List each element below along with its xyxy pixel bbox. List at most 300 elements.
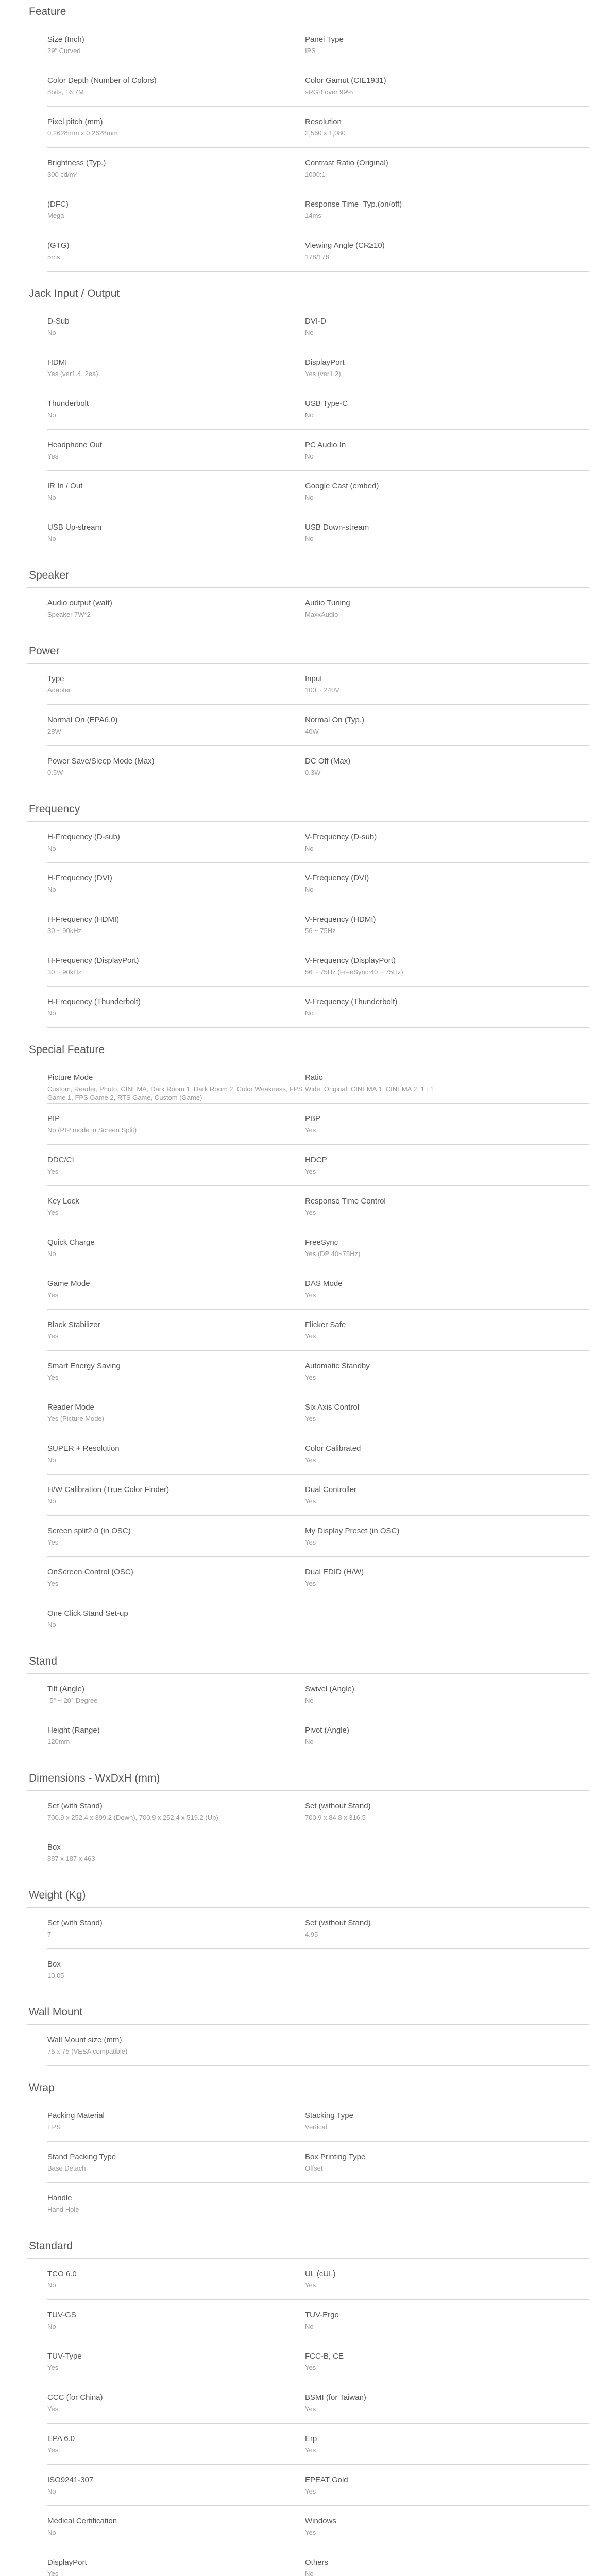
spec-value: No <box>305 1009 314 1017</box>
spec-item-h-frequency-hdmi <box>47 904 305 945</box>
spec-label: Dual EDID (H/W) <box>305 1568 364 1577</box>
spec-row <box>47 2259 589 2300</box>
spec-item-ul-cul <box>305 2259 589 2299</box>
spec-item-medical-certification <box>47 2506 305 2547</box>
spec-value: Wide, Original, CINEMA 1, CINEMA 2, 1 : 1 <box>305 1085 434 1093</box>
spec-item-hdcp <box>305 1145 589 1185</box>
spec-row <box>47 1227 589 1268</box>
spec-value: 40W <box>305 727 319 735</box>
spec-item-ddc-ci <box>47 1145 305 1185</box>
spec-value: Yes <box>305 1291 316 1299</box>
spec-item-erp <box>305 2424 589 2464</box>
spec-item-windows <box>305 2506 589 2547</box>
spec-row <box>47 1598 589 1639</box>
spec-label: V-Frequency (DVI) <box>305 874 369 883</box>
spec-item-thunderbolt <box>47 388 305 429</box>
spec-value: Yes <box>47 1374 59 1381</box>
spec-label: Box <box>47 1843 61 1852</box>
section-wrap <box>27 2076 589 2224</box>
section-spacer <box>0 1873 612 1884</box>
spec-item-type <box>47 664 305 704</box>
spec-item-color-depth-number-of-colors <box>47 65 305 106</box>
section-stand <box>27 1650 589 1756</box>
spec-value: Mega <box>47 212 64 219</box>
spec-item-stacking-type <box>305 2100 589 2141</box>
spec-label: DAS Mode <box>305 1279 343 1288</box>
spec-item-freesync <box>305 1227 589 1268</box>
spec-item-super-resolution <box>47 1433 305 1474</box>
spec-item-size-inch <box>47 24 305 65</box>
spec-label: TCO 6.0 <box>47 2269 77 2278</box>
spec-rows <box>27 1062 589 1639</box>
section-spacer <box>0 629 612 639</box>
spec-row <box>47 2142 589 2183</box>
spec-value: No <box>305 2323 314 2330</box>
spec-rows <box>27 306 589 553</box>
spec-label: D-Sub <box>47 317 70 326</box>
spec-value: 4.95 <box>305 1930 318 1938</box>
spec-item-ir-in-out <box>47 471 305 512</box>
spec-label: Ratio <box>305 1073 324 1082</box>
spec-label: Headphone Out <box>47 440 102 449</box>
spec-label: EPEAT Gold <box>305 2476 348 2484</box>
spec-item-screen-split2-0-in-osc <box>47 1516 305 1556</box>
spec-value: 0.5W <box>47 769 63 776</box>
spec-item-ccc-for-china <box>47 2382 305 2423</box>
spec-item-d-sub <box>47 306 305 347</box>
section-weight-kg <box>27 1884 589 1990</box>
spec-label: Type <box>47 674 64 683</box>
spec-item-reader-mode <box>47 1392 305 1433</box>
spec-item-black-stabilizer <box>47 1310 305 1350</box>
spec-value: No <box>47 2323 56 2330</box>
spec-item-usb-down-stream <box>305 512 589 553</box>
spec-label: Set (without Stand) <box>305 1919 371 1927</box>
spec-label: (GTG) <box>47 241 70 250</box>
spec-row <box>47 2100 589 2142</box>
section-spacer <box>0 1756 612 1767</box>
spec-row <box>47 306 589 347</box>
spec-value: 700.9 x 252.4 x 399.2 (Down), 700.9 x 252.4 x 519.2 (Up) <box>47 1814 218 1821</box>
spec-item-displayport <box>305 347 589 388</box>
spec-value: Yes (DP 40~75Hz) <box>305 1250 361 1258</box>
spec-item-v-frequency-dvi <box>305 863 589 904</box>
spec-label: PIP <box>47 1114 60 1123</box>
section-title: Speaker <box>27 564 589 588</box>
spec-value: 178/178 <box>305 253 329 261</box>
spec-item-das-mode <box>305 1268 589 1309</box>
spec-item-packing-material <box>47 2100 305 2141</box>
spec-rows <box>27 2025 589 2066</box>
spec-item-brightness-typ <box>47 148 305 189</box>
spec-label: V-Frequency (HDMI) <box>305 915 376 924</box>
spec-value: Yes <box>305 2281 316 2289</box>
spec-rows <box>27 822 589 1028</box>
spec-value: 887 x 187 x 463 <box>47 1855 95 1862</box>
spec-row <box>47 24 589 65</box>
spec-row <box>47 2547 589 2576</box>
spec-label: H-Frequency (DisplayPort) <box>47 956 139 965</box>
spec-row <box>47 2506 589 2547</box>
spec-value: No <box>47 1621 56 1629</box>
spec-value: 56 ~ 75Hz (FreeSync:40 ~ 75Hz) <box>305 968 403 976</box>
spec-row <box>47 65 589 107</box>
spec-value: 10.05 <box>47 1972 64 1979</box>
spec-item-epa-6-0 <box>47 2424 305 2464</box>
spec-value: No <box>47 329 56 336</box>
spec-value: No <box>47 886 56 893</box>
spec-item-h-frequency-displayport <box>47 945 305 986</box>
spec-item-color-calibrated <box>305 1433 589 1474</box>
spec-label: Screen split2.0 (in OSC) <box>47 1527 131 1535</box>
section-spacer <box>0 2224 612 2234</box>
spec-value: sRGB over 99% <box>305 88 353 96</box>
spec-row <box>47 1433 589 1475</box>
spec-item-v-frequency-thunderbolt <box>305 987 589 1027</box>
spec-item-others <box>305 2547 589 2576</box>
spec-item-usb-up-stream <box>47 512 305 553</box>
spec-value: IPS <box>305 47 316 55</box>
section-title: Wall Mount <box>27 2001 589 2025</box>
spec-value: MaxxAudio <box>305 611 338 618</box>
section-special-feature <box>27 1038 589 1639</box>
spec-value: Yes <box>47 1291 59 1299</box>
spec-value: Yes <box>305 1538 316 1546</box>
spec-label: FreeSync <box>305 1238 338 1247</box>
spec-item-panel-type <box>305 24 589 65</box>
spec-value: No <box>47 2487 56 2495</box>
spec-label: Handle <box>47 2194 72 2202</box>
spec-item-iso9241-307 <box>47 2465 305 2505</box>
spec-label: TUV-Ergo <box>305 2311 339 2319</box>
spec-label: USB Up-stream <box>47 523 102 532</box>
spec-item-h-frequency-thunderbolt <box>47 987 305 1027</box>
section-wall-mount <box>27 2001 589 2066</box>
spec-label: Panel Type <box>305 35 344 44</box>
spec-item-set-with-stand <box>47 1908 305 1948</box>
spec-item-normal-on-typ <box>305 705 589 745</box>
spec-item-tuv-ergo <box>305 2300 589 2341</box>
spec-label: Swivel (Angle) <box>305 1685 354 1693</box>
spec-label: Stacking Type <box>305 2111 353 2120</box>
spec-row <box>47 1715 589 1756</box>
spec-label: DVI-D <box>305 317 326 326</box>
spec-item-v-frequency-hdmi <box>305 904 589 945</box>
spec-value: 30 ~ 90kHz <box>47 927 82 935</box>
spec-label: Game Mode <box>47 1279 90 1288</box>
spec-value: Vertical <box>305 2123 327 2131</box>
spec-row <box>47 1674 589 1715</box>
spec-value: No <box>305 329 314 336</box>
spec-label: Color Gamut (CIE1931) <box>305 76 386 85</box>
spec-row <box>47 1145 589 1186</box>
spec-label: Normal On (EPA6.0) <box>47 716 118 724</box>
spec-label: USB Down-stream <box>305 523 369 532</box>
spec-value: No <box>47 844 56 852</box>
spec-label: Smart Energy Saving <box>47 1362 121 1370</box>
spec-item-google-cast-embed <box>305 471 589 512</box>
spec-item-audio-output-watt <box>47 588 305 629</box>
spec-label: OnScreen Control (OSC) <box>47 1568 133 1577</box>
spec-label: Pivot (Angle) <box>305 1726 349 1735</box>
spec-value: Yes <box>305 1580 316 1587</box>
spec-item-smart-energy-saving <box>47 1351 305 1392</box>
spec-label: Response Time_Typ.(on/off) <box>305 200 402 209</box>
spec-value: 30 ~ 90kHz <box>47 968 82 976</box>
spec-label: TUV-Type <box>47 2352 82 2361</box>
spec-value: Yes <box>47 1209 59 1216</box>
spec-item-epeat-gold <box>305 2465 589 2505</box>
spec-label: FCC-B, CE <box>305 2352 344 2361</box>
section-spacer <box>0 1639 612 1650</box>
spec-value: 120mm <box>47 1738 70 1745</box>
spec-label: Input <box>305 674 322 683</box>
spec-row <box>47 2341 589 2382</box>
spec-item-tuv-gs <box>47 2300 305 2341</box>
spec-item-power-save-sleep-mode-max <box>47 746 305 787</box>
spec-row <box>47 189 589 230</box>
section-title: Special Feature <box>27 1038 589 1062</box>
spec-item-fcc-b-ce <box>305 2341 589 2382</box>
spec-label: UL (cUL) <box>305 2269 336 2278</box>
spec-value: No <box>305 1738 314 1745</box>
spec-row <box>47 987 589 1028</box>
spec-row <box>47 2424 589 2465</box>
spec-item-bsmi-for-taiwan <box>305 2382 589 2423</box>
section-title: Power <box>27 639 589 664</box>
spec-item-dvi-d <box>305 306 589 347</box>
section-spacer <box>0 1028 612 1038</box>
spec-label: Black Stabilizer <box>47 1320 100 1329</box>
spec-item-automatic-standby <box>305 1351 589 1392</box>
spec-item-set-without-stand <box>305 1791 589 1832</box>
spec-label: Medical Certification <box>47 2517 117 2526</box>
spec-value: Yes <box>47 1167 59 1175</box>
spec-label: Pixel pitch (mm) <box>47 117 103 126</box>
spec-value: No <box>47 2281 56 2289</box>
spec-value: Yes <box>47 2405 59 2413</box>
spec-value: No <box>305 452 314 460</box>
spec-item-displayport <box>47 2547 305 2576</box>
spec-item-set-with-stand <box>47 1791 305 1832</box>
spec-label: H-Frequency (HDMI) <box>47 915 120 924</box>
spec-value: 1000:1 <box>305 171 326 178</box>
spec-label: Color Depth (Number of Colors) <box>47 76 157 85</box>
spec-label: PBP <box>305 1114 321 1123</box>
spec-value: No <box>305 535 314 543</box>
spec-row <box>47 588 589 629</box>
spec-row <box>47 388 589 430</box>
spec-row <box>47 1268 589 1310</box>
spec-item-dc-off-max <box>305 746 589 787</box>
section-title: Weight (Kg) <box>27 1884 589 1908</box>
spec-label: Height (Range) <box>47 1726 100 1735</box>
spec-label: CCC (for China) <box>47 2393 103 2402</box>
spec-label: ISO9241-307 <box>47 2476 94 2484</box>
spec-row <box>47 107 589 148</box>
spec-item-contrast-ratio-original <box>305 148 589 189</box>
spec-label: Thunderbolt <box>47 399 89 408</box>
spec-value: 700.9 x 84.8 x 316.5 <box>305 1814 366 1821</box>
spec-value: Speaker 7W*2 <box>47 611 91 618</box>
section-spacer <box>0 1990 612 2001</box>
spec-label: H-Frequency (Thunderbolt) <box>47 997 141 1006</box>
spec-label: BSMI (for Taiwan) <box>305 2393 366 2402</box>
spec-label: Automatic Standby <box>305 1362 370 1370</box>
spec-value: Yes <box>47 1580 59 1587</box>
section-title: Frequency <box>27 798 589 822</box>
spec-value: Adapter <box>47 686 71 694</box>
spec-value: -5° ~ 20° Degree <box>47 1697 98 1704</box>
spec-row <box>47 1475 589 1516</box>
spec-value: No <box>47 1250 56 1258</box>
spec-item-quick-charge <box>47 1227 305 1268</box>
spec-item-v-frequency-d-sub <box>305 822 589 862</box>
spec-rows <box>27 2259 589 2576</box>
spec-row <box>47 1310 589 1351</box>
spec-value: 0.3W <box>305 769 321 776</box>
spec-label: (DFC) <box>47 200 69 209</box>
spec-item-onscreen-control-osc <box>47 1557 305 1598</box>
spec-label: DDC/CI <box>47 1156 74 1164</box>
spec-row <box>47 230 589 272</box>
spec-label: Erp <box>305 2434 317 2443</box>
spec-rows <box>27 1791 589 1873</box>
spec-row <box>47 945 589 987</box>
spec-label: Brightness (Typ.) <box>47 159 106 167</box>
spec-value: Yes <box>305 1332 316 1340</box>
spec-label: Reader Mode <box>47 1403 94 1412</box>
spec-value: Yes (Picture Mode) <box>47 1415 105 1422</box>
section-feature <box>27 0 589 272</box>
spec-value: 75 x 75 (VESA compatible) <box>47 2047 128 2055</box>
spec-value: No <box>47 1009 56 1017</box>
spec-value: No <box>47 411 56 419</box>
spec-label: My Display Preset (in OSC) <box>305 1527 400 1535</box>
spec-item-response-time-control <box>305 1186 589 1227</box>
spec-label: Wall Mount size (mm) <box>47 2036 122 2044</box>
spec-item-set-without-stand <box>305 1908 589 1948</box>
spec-row <box>47 2183 589 2224</box>
spec-label: HDMI <box>47 358 67 367</box>
spec-value: No <box>305 844 314 852</box>
spec-value: Yes <box>305 1126 316 1134</box>
spec-label: Others <box>305 2558 329 2567</box>
spec-value: Yes <box>305 1167 316 1175</box>
spec-value: Yes <box>305 2405 316 2413</box>
spec-value: No <box>47 494 56 501</box>
spec-label: H/W Calibration (True Color Finder) <box>47 1485 169 1494</box>
spec-value: Yes <box>305 1374 316 1381</box>
spec-value: 8bits, 16.7M <box>47 88 84 96</box>
spec-label: Power Save/Sleep Mode (Max) <box>47 757 155 766</box>
spec-label: Stand Packing Type <box>47 2153 116 2161</box>
spec-item-tilt-angle <box>47 1674 305 1715</box>
spec-row <box>47 512 589 553</box>
spec-row <box>47 1392 589 1433</box>
spec-value: Yes <box>305 2446 316 2454</box>
spec-value: Yes <box>47 2446 59 2454</box>
spec-value: Offset <box>305 2164 323 2172</box>
spec-rows <box>27 1908 589 1990</box>
spec-value: No <box>305 2570 314 2576</box>
spec-label: Set (with Stand) <box>47 1802 103 1810</box>
spec-value: 28W <box>47 727 61 735</box>
spec-value: EPS <box>47 2123 61 2131</box>
spec-rows <box>27 2100 589 2224</box>
spec-value: Yes <box>47 1538 59 1546</box>
spec-label: Windows <box>305 2517 336 2526</box>
spec-row <box>47 822 589 863</box>
spec-value: Yes <box>305 1209 316 1216</box>
section-power <box>27 639 589 787</box>
spec-label: Six Axis Control <box>305 1403 360 1412</box>
spec-rows <box>27 588 589 629</box>
spec-row <box>47 1062 589 1104</box>
spec-item-hdmi <box>47 347 305 388</box>
spec-rows <box>27 1674 589 1756</box>
spec-label: DisplayPort <box>305 358 345 367</box>
spec-item-color-gamut-cie1931 <box>305 65 589 106</box>
section-dimensions-wxdxh-mm <box>27 1767 589 1873</box>
spec-value: Custom, Reader, Photo, CINEMA, Dark Room 1, Dark Room 2, Color Weakness, FPS Game 1, FPS Game 2, RTS Game, Custom (Game) <box>47 1085 303 1101</box>
spec-value: 100 ~ 240V <box>305 686 339 694</box>
spec-value: 300 cd/m² <box>47 171 77 178</box>
spec-item-my-display-preset-in-osc <box>305 1516 589 1556</box>
spec-value: No <box>305 494 314 501</box>
spec-label: DC Off (Max) <box>305 757 351 766</box>
spec-label: SUPER + Resolution <box>47 1444 120 1453</box>
spec-row <box>47 1186 589 1227</box>
spec-item-game-mode <box>47 1268 305 1309</box>
spec-label: Set (without Stand) <box>305 1802 371 1810</box>
spec-label: EPA 6.0 <box>47 2434 75 2443</box>
spec-value: Hand Hole <box>47 2206 79 2213</box>
spec-label: Google Cast (embed) <box>305 482 379 490</box>
spec-item-response-time-typ-on-off <box>305 189 589 230</box>
spec-item-picture-mode <box>47 1062 305 1103</box>
spec-label: Flicker Safe <box>305 1320 346 1329</box>
spec-item-normal-on-epa6-0 <box>47 705 305 745</box>
spec-row <box>47 863 589 904</box>
spec-row <box>47 746 589 787</box>
spec-item-swivel-angle <box>305 1674 589 1715</box>
spec-item-gtg <box>47 230 305 271</box>
section-title: Wrap <box>27 2076 589 2100</box>
spec-value: No <box>47 535 56 543</box>
spec-item-one-click-stand-set-up <box>47 1598 305 1639</box>
spec-label: Contrast Ratio (Original) <box>305 159 388 167</box>
spec-item-flicker-safe <box>305 1310 589 1350</box>
spec-value: No (PIP mode in Screen Split) <box>47 1126 137 1134</box>
spec-label: Box Printing Type <box>305 2153 366 2161</box>
spec-value: 0.2628mm x 0.2628mm <box>47 129 118 137</box>
section-title: Jack Input / Output <box>27 282 589 306</box>
spec-item-height-range <box>47 1715 305 1756</box>
spec-label: V-Frequency (DisplayPort) <box>305 956 396 965</box>
spec-label: Picture Mode <box>47 1073 93 1082</box>
section-frequency <box>27 798 589 1028</box>
spec-value: Yes <box>47 452 59 460</box>
spec-label: Key Lock <box>47 1197 79 1206</box>
spec-value: Base Detach <box>47 2164 86 2172</box>
spec-value: No <box>305 1697 314 1704</box>
spec-label: DisplayPort <box>47 2558 87 2567</box>
spec-item-key-lock <box>47 1186 305 1227</box>
spec-label: Audio Tuning <box>305 599 350 607</box>
spec-row <box>47 430 589 471</box>
spec-row <box>47 2025 589 2066</box>
